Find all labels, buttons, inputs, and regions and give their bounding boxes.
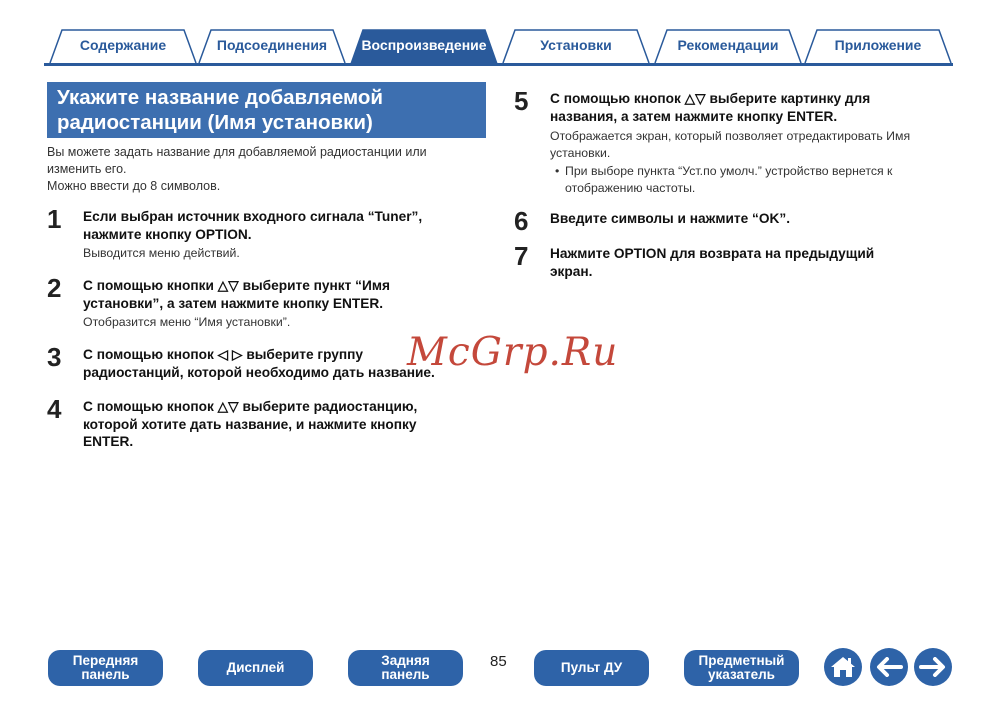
step-note (550, 128, 910, 162)
heading-line: названия, а затем нажмите кнопку ENTER. (550, 108, 838, 124)
tab-settings[interactable] (501, 28, 651, 62)
step-number: 5 (514, 86, 529, 116)
step-number: 2 (47, 273, 62, 303)
title-line: Укажите название добавляемой (57, 86, 384, 109)
bullet-dot: • (555, 164, 560, 178)
step-heading (83, 398, 417, 451)
back-button[interactable] (870, 648, 908, 686)
button-label: Пульт ДУ (560, 660, 623, 675)
note-line: установки. (550, 146, 611, 160)
heading-line: С помощью кнопки △▽ выберите пункт “Имя (83, 278, 390, 293)
step-number: 6 (514, 206, 529, 236)
heading-line: экран. (550, 263, 593, 279)
tab-connections[interactable] (197, 28, 347, 62)
page-number: 85 (490, 653, 507, 670)
heading-line: С помощью кнопок ◁ ▷ выберите группу (83, 347, 364, 362)
arrow-left-icon (875, 657, 903, 677)
watermark: McGrp.Ru (407, 330, 619, 375)
tab-bar (44, 28, 956, 66)
home-button[interactable] (824, 648, 862, 686)
tab-appendix[interactable] (803, 28, 953, 62)
button-label: Предметный (698, 653, 785, 668)
heading-line: которой хотите дать название, и нажмите кнопку (83, 416, 417, 432)
front-panel-button[interactable] (48, 650, 163, 686)
tab-contents[interactable] (48, 28, 198, 62)
home-icon (830, 655, 856, 679)
forward-button[interactable] (914, 648, 952, 686)
button-label: Задняя (381, 653, 430, 668)
step-heading (550, 245, 874, 280)
step-number: 7 (514, 241, 529, 271)
button-label: панель (381, 667, 430, 682)
step-6 (514, 206, 964, 238)
heading-line: ENTER. (83, 434, 134, 449)
note-line: Отображается экран, который позволяет отредактировать Имя (550, 129, 911, 143)
tab-tips[interactable] (653, 28, 803, 62)
intro-line: Можно ввести до 8 символов. (47, 179, 221, 193)
tab-label: Рекомендации (677, 37, 779, 53)
button-label: Дисплей (226, 660, 285, 675)
display-button[interactable] (198, 650, 313, 686)
section-title (47, 82, 486, 138)
step-number: 1 (47, 204, 62, 234)
step-note: Отобразится меню “Имя установки”. (83, 315, 291, 329)
step-note: Выводится меню действий. (83, 246, 240, 260)
step-4 (47, 394, 487, 454)
heading-line: Если выбран источник входного сигнала “Tuner”, (83, 209, 423, 224)
step-heading (550, 210, 790, 228)
heading-line: радиостанций, которой необходимо дать название. (83, 364, 435, 380)
step-heading (550, 90, 870, 125)
arrow-right-icon (919, 657, 947, 677)
button-label: Передняя (72, 653, 139, 668)
step-5 (514, 86, 964, 200)
rear-panel-button[interactable] (348, 650, 463, 686)
step-number: 3 (47, 342, 62, 372)
heading-line: установки”, а затем нажмите кнопку ENTER. (83, 295, 384, 311)
intro-text (47, 144, 477, 195)
bullet-line: При выборе пункта “Уст.по умолч.” устройство вернется к (565, 164, 893, 178)
step-2 (47, 273, 487, 337)
tab-label: Приложение (834, 37, 922, 53)
tab-label: Воспроизведение (361, 37, 487, 53)
tab-playback[interactable] (349, 28, 499, 62)
step-heading (83, 346, 435, 381)
title-line: радиостанции (Имя установки) (57, 111, 373, 134)
bullet-text (565, 163, 892, 197)
intro-line: Вы можете задать название для добавляемой радиостанции или (47, 145, 427, 159)
index-button[interactable] (684, 650, 799, 686)
heading-line: Нажмите OPTION для возврата на предыдущий (550, 246, 875, 261)
button-label: панель (81, 667, 130, 682)
heading-line: нажмите кнопку OPTION. (83, 226, 252, 242)
step-1 (47, 204, 487, 268)
heading-line: С помощью кнопок △▽ выберите картинку для (550, 91, 871, 106)
button-label: указатель (708, 667, 775, 682)
bullet-line: отображению частоты. (565, 181, 696, 195)
step-number: 4 (47, 394, 62, 424)
step-heading (83, 208, 422, 243)
remote-button[interactable] (534, 650, 649, 686)
step-heading (83, 277, 390, 312)
tab-label: Содержание (79, 37, 167, 53)
heading-line: С помощью кнопок △▽ выберите радиостанцию, (83, 399, 418, 414)
tab-label: Установки (540, 37, 612, 53)
step-7 (514, 241, 964, 285)
intro-line: изменить его. (47, 162, 127, 176)
tab-label: Подсоединения (216, 37, 328, 53)
heading-line: Введите символы и нажмите “OK”. (550, 211, 791, 226)
